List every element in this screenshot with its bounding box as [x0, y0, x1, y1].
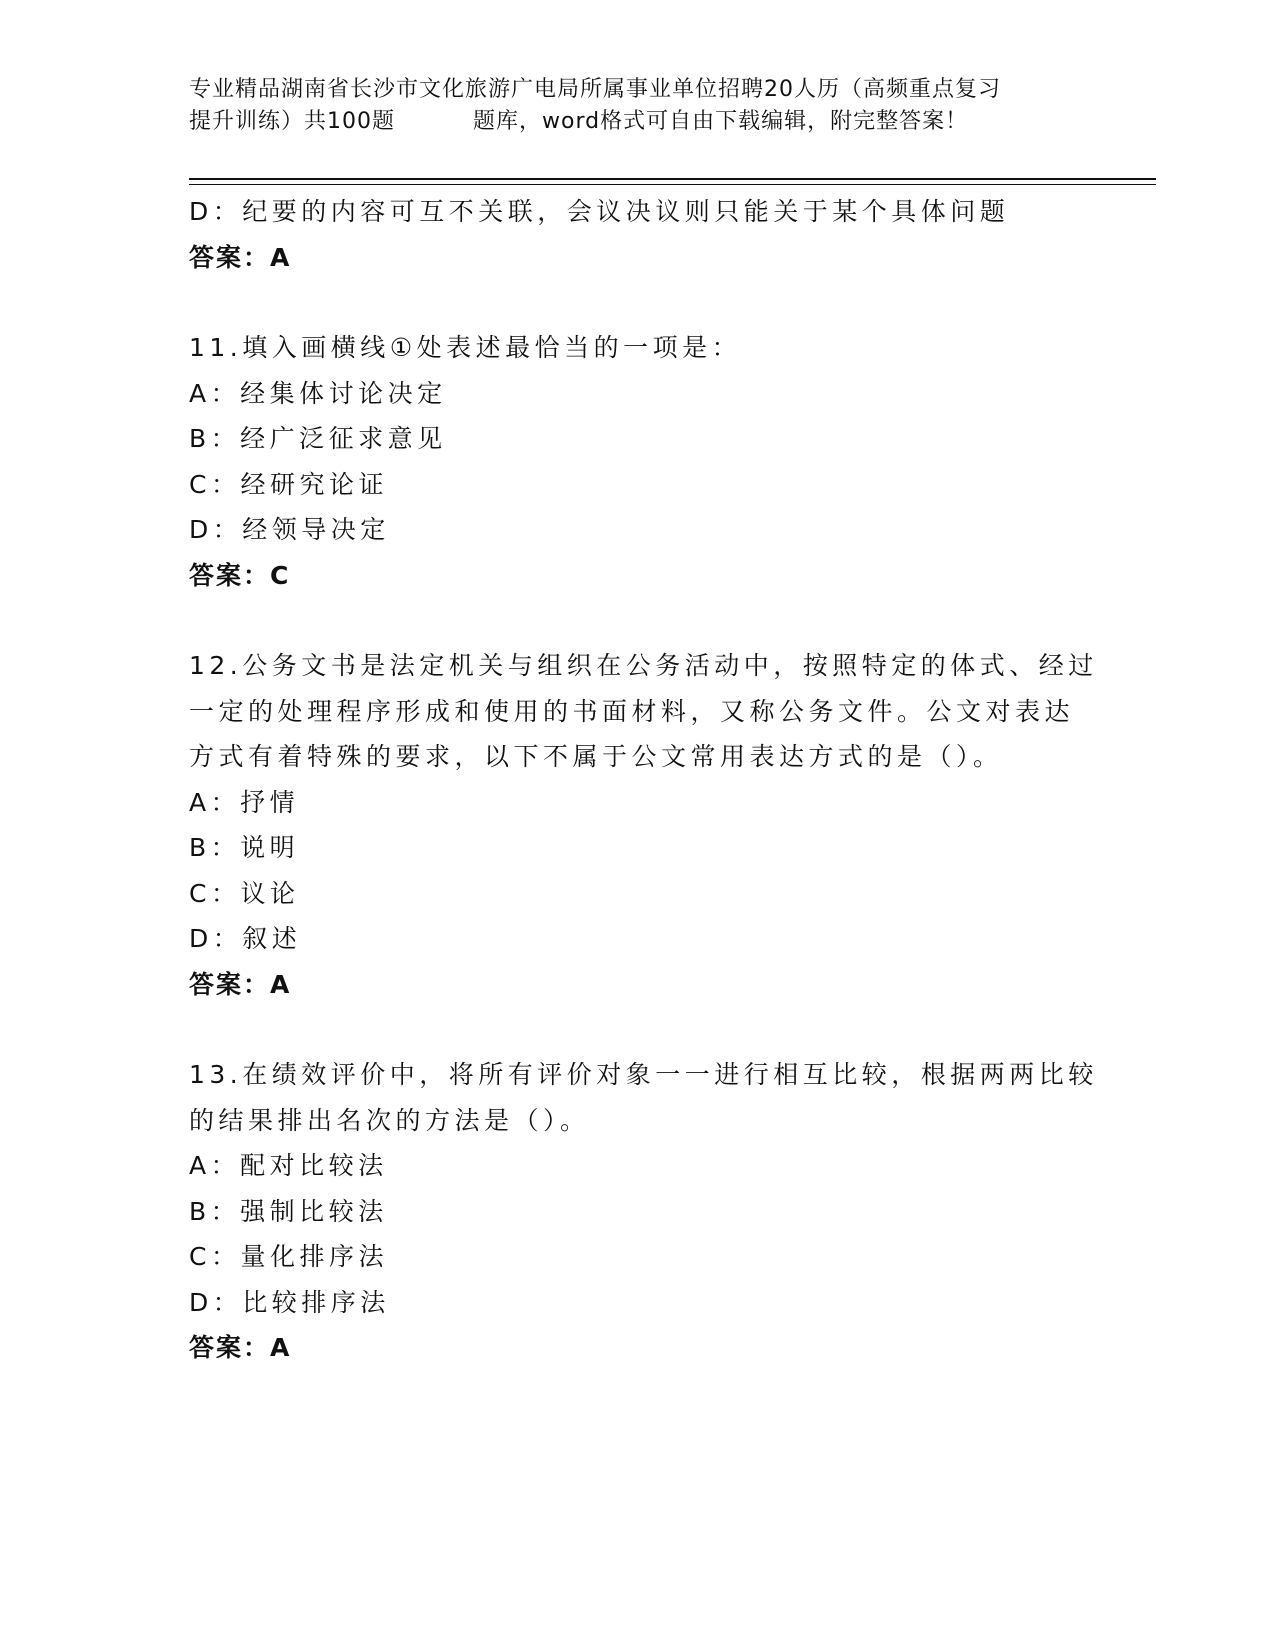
question-12	[189, 643, 1098, 1007]
option-d: D：经领导决定	[189, 515, 390, 544]
option-a: A：抒情	[189, 787, 300, 817]
question-stem: 方式有着特殊的要求，以下不属于公文常用表达方式的是（）。	[189, 742, 1003, 771]
option-d: D：叙述	[189, 924, 302, 953]
header-line-2-left: 提升训练）共100题	[189, 109, 395, 134]
question-stem: 11.填入画横线①处表述最恰当的一项是：	[189, 333, 742, 362]
question-13	[189, 1052, 1098, 1371]
option-c: C：经研究论证	[189, 469, 388, 499]
header-line-2	[189, 106, 1089, 138]
header-divider-thick	[189, 178, 1156, 180]
answer-line: 答案：C	[189, 560, 291, 590]
option-d: D：比较排序法	[189, 1287, 390, 1317]
option-c: C：议论	[189, 878, 300, 908]
option-a: A：经集体讨论决定	[189, 378, 447, 408]
question-content	[189, 189, 1098, 1371]
answer-line: 答案：A	[189, 1333, 292, 1362]
carryover-block	[189, 189, 1089, 280]
answer-line: 答案：A	[189, 969, 292, 999]
option-c: C：量化排序法	[189, 1242, 388, 1271]
option-b: B：强制比较法	[189, 1196, 388, 1226]
page-header	[189, 74, 1089, 138]
question-11	[189, 325, 1089, 598]
question-stem: 的结果排出名次的方法是（）。	[189, 1105, 590, 1135]
option-b: B：说明	[189, 833, 300, 862]
header-line-1: 专业精品湖南省长沙市文化旅游广电局所属事业单位招聘20人历（高频重点复习	[189, 77, 1001, 102]
question-stem: 一定的处理程序形成和使用的书面材料，又称公务文件。公文对表达	[189, 696, 1075, 726]
option-b: B：经广泛征求意见	[189, 424, 447, 453]
header-line-2-right: 题库，word格式可自由下载编辑，附完整答案！	[473, 109, 969, 134]
option-a: A：配对比较法	[189, 1151, 388, 1180]
question-stem: 12.公务文书是法定机关与组织在公务活动中，按照特定的体式、经过	[189, 651, 1098, 680]
question-stem: 13.在绩效评价中，将所有评价对象一一进行相互比较，根据两两比较	[189, 1060, 1098, 1089]
answer-line: 答案：A	[189, 242, 292, 272]
option-d: D：纪要的内容可互不关联，会议决议则只能关于某个具体问题	[189, 197, 1010, 226]
header-divider-thin	[189, 184, 1156, 185]
